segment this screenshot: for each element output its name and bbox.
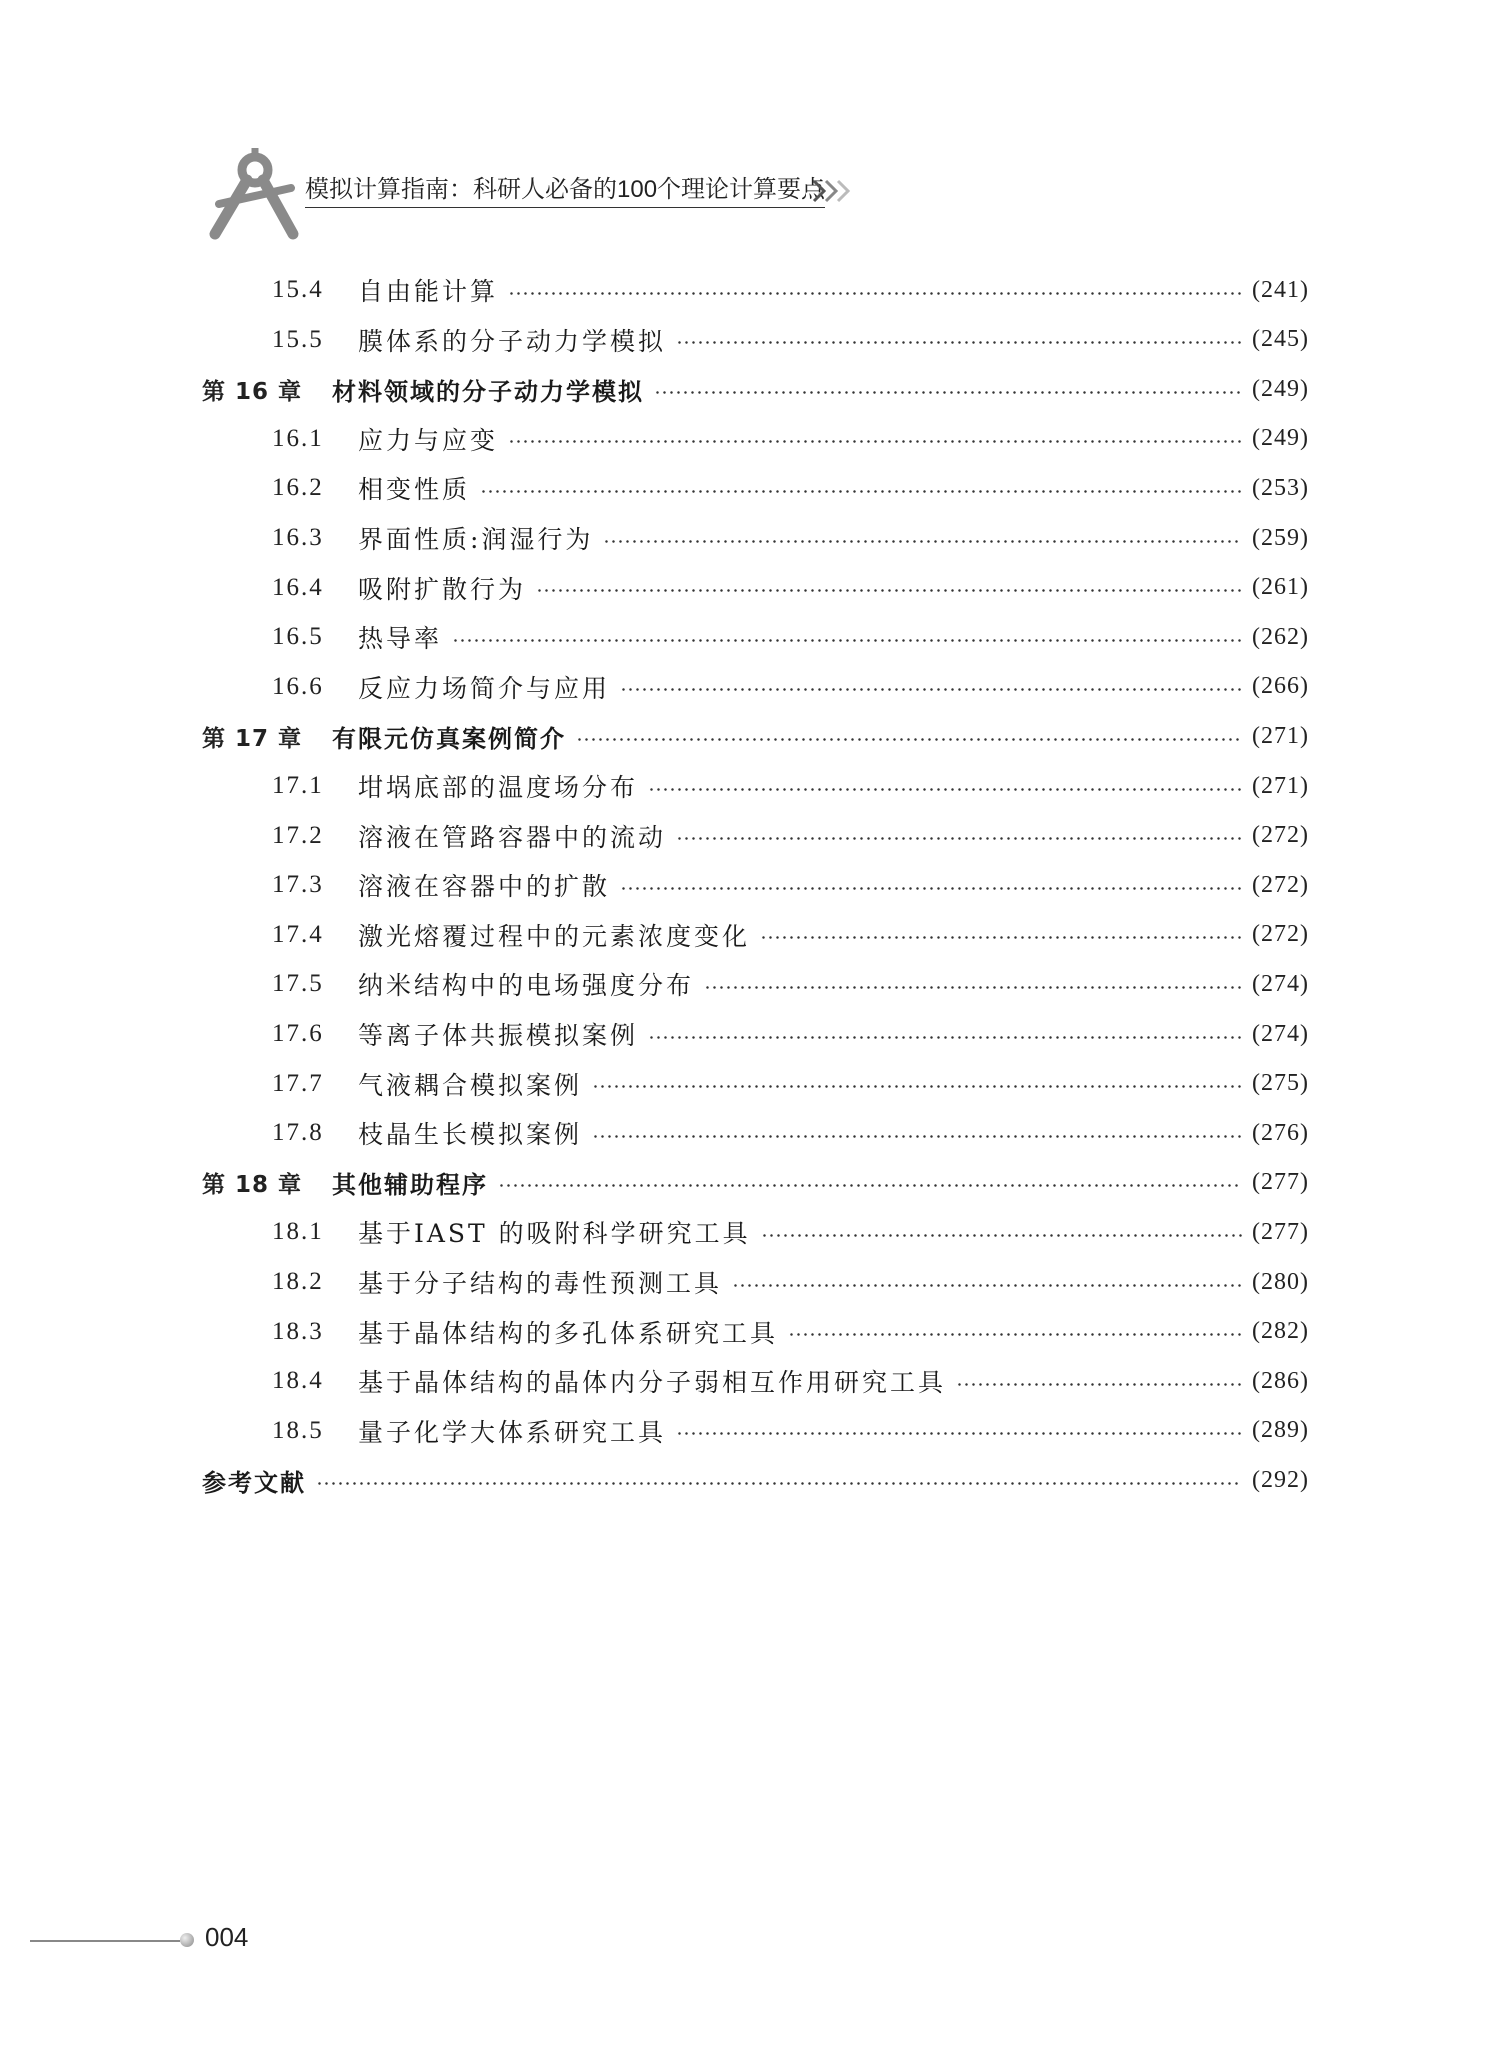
dot-leader <box>592 1135 1242 1138</box>
dot-leader <box>316 1482 1242 1485</box>
dot-leader <box>676 341 1242 344</box>
toc-section-row <box>272 964 1309 1004</box>
toc-section-row <box>272 1361 1309 1401</box>
toc-entry-title: 反应力场简介与应用 <box>358 673 611 703</box>
toc-entry-title: 气液耦合模拟案例 <box>358 1070 583 1100</box>
toc-section-row <box>272 915 1309 955</box>
toc-entry-number: 18.5 <box>272 1416 324 1444</box>
toc-page-number: (272) <box>1252 921 1309 948</box>
toc-section-row <box>272 1212 1309 1252</box>
toc-page-number: (292) <box>1252 1466 1309 1493</box>
toc-page-number: (261) <box>1252 574 1309 601</box>
dot-leader <box>648 788 1242 791</box>
dot-leader <box>648 1036 1242 1039</box>
toc-section-row <box>272 1113 1309 1153</box>
dot-leader <box>956 1383 1242 1386</box>
toc-entry-number: 16.6 <box>272 672 324 700</box>
toc-entry-number: 16.4 <box>272 573 324 601</box>
toc-page-number: (271) <box>1252 772 1309 799</box>
toc-chapter-row <box>202 1163 1309 1203</box>
toc-entry-number: 18.3 <box>272 1317 324 1345</box>
toc-entry-title: 吸附扩散行为 <box>358 574 527 604</box>
dot-leader <box>620 887 1242 890</box>
toc-entry-number: 第 17 章 <box>202 725 303 752</box>
toc-page-number: (266) <box>1252 673 1309 700</box>
dot-leader <box>676 1432 1242 1435</box>
toc-entry-number: 16.1 <box>272 424 324 452</box>
compass-divider-icon <box>205 142 305 242</box>
toc-entry-title: 其他辅助程序 <box>332 1171 489 1200</box>
toc-page-number: (253) <box>1252 474 1309 501</box>
dot-leader <box>508 292 1242 295</box>
toc-page-number: (282) <box>1252 1318 1309 1345</box>
toc-entry-title: 溶液在管路容器中的流动 <box>358 822 667 852</box>
toc-page-number: (286) <box>1252 1367 1309 1394</box>
toc-page-number: (275) <box>1252 1070 1309 1097</box>
toc-entry-title: 自由能计算 <box>358 277 499 306</box>
toc-entry-title: 相变性质 <box>358 475 471 505</box>
dot-leader <box>654 391 1242 394</box>
toc-page-number: (274) <box>1252 1020 1309 1047</box>
toc-section-row <box>272 865 1309 905</box>
dot-leader <box>676 837 1242 840</box>
toc-chapter-row <box>202 369 1309 409</box>
toc-entry-title: 坩埚底部的温度场分布 <box>358 773 639 802</box>
toc-page-number: (277) <box>1252 1169 1309 1196</box>
toc-page-number: (272) <box>1252 871 1309 898</box>
toc-section-row <box>272 270 1309 310</box>
toc-entry-number: 17.3 <box>272 871 324 899</box>
toc-section-row <box>272 667 1309 707</box>
toc-page-number: (274) <box>1252 970 1309 997</box>
dot-leader <box>536 589 1242 592</box>
toc-entry-title: 纳米结构中的电场强度分布 <box>358 971 695 1001</box>
running-header <box>205 130 905 240</box>
dot-leader <box>704 986 1242 989</box>
toc-entry-title: 溶液在容器中的扩散 <box>358 872 611 902</box>
toc-entry-title: 基于晶体结构的晶体内分子弱相互作用研究工具 <box>358 1368 947 1398</box>
toc-section-row <box>272 568 1309 608</box>
page-number: 004 <box>205 1922 249 1952</box>
footer-dot <box>180 1933 194 1947</box>
toc-chapter-row <box>202 1460 1309 1500</box>
toc-entry-number: 18.4 <box>272 1367 324 1395</box>
dot-leader <box>761 1234 1242 1237</box>
toc-entry-number: 17.5 <box>272 970 324 998</box>
toc-entry-title: 激光熔覆过程中的元素浓度变化 <box>358 921 751 951</box>
toc-entry-title: 基于分子结构的毒性预测工具 <box>358 1269 723 1298</box>
toc-section-row <box>272 1064 1309 1104</box>
toc-entry-title: 量子化学大体系研究工具 <box>358 1417 667 1447</box>
dot-leader <box>576 738 1242 741</box>
toc-section-row <box>272 816 1309 856</box>
toc-entry-title: 应力与应变 <box>358 425 499 455</box>
toc-page-number: (241) <box>1252 276 1309 303</box>
toc-chapter-row <box>202 716 1309 756</box>
toc-entry-number: 17.8 <box>272 1119 324 1147</box>
dot-leader <box>620 688 1242 691</box>
toc-page-number: (277) <box>1252 1218 1309 1245</box>
dot-leader <box>480 490 1242 493</box>
toc-section-row <box>272 518 1309 558</box>
toc-entry-number: 第 18 章 <box>202 1172 303 1199</box>
toc-page-number: (289) <box>1252 1417 1309 1444</box>
toc-entry-number: 16.5 <box>272 623 324 651</box>
toc-entry-title: 有限元仿真案例简介 <box>332 724 567 753</box>
toc-page-number: (249) <box>1252 375 1309 402</box>
toc-entry-number: 17.2 <box>272 821 324 849</box>
toc-entry-title: 基于IAST 的吸附科学研究工具 <box>358 1219 751 1249</box>
toc-section-row <box>272 617 1309 657</box>
toc-entry-number: 18.1 <box>272 1218 324 1246</box>
toc-section-row <box>272 766 1309 806</box>
toc-section-row <box>272 1262 1309 1302</box>
toc-section-row <box>272 1312 1309 1352</box>
dot-leader <box>603 540 1242 543</box>
double-chevron-right-icon <box>810 178 860 204</box>
toc-entry-title: 等离子体共振模拟案例 <box>358 1021 639 1050</box>
toc-entry-title: 热导率 <box>358 624 443 654</box>
toc-entry-title: 基于晶体结构的多孔体系研究工具 <box>358 1318 779 1348</box>
toc-page-number: (276) <box>1252 1119 1309 1146</box>
toc-section-row <box>272 419 1309 459</box>
dot-leader <box>788 1333 1242 1336</box>
toc-entry-title: 膜体系的分子动力学模拟 <box>358 326 667 356</box>
toc-entry-title: 界面性质:润湿行为 <box>358 525 594 554</box>
toc-entry-title: 材料领域的分子动力学模拟 <box>332 377 645 406</box>
toc-section-row <box>272 320 1309 360</box>
toc-page-number: (259) <box>1252 524 1309 551</box>
dot-leader <box>498 1184 1242 1187</box>
dot-leader <box>452 639 1242 642</box>
toc-entry-number: 18.2 <box>272 1268 324 1295</box>
toc-entry-number: 15.5 <box>272 325 324 353</box>
toc-entry-number: 第 16 章 <box>202 378 303 405</box>
toc-page-number: (272) <box>1252 822 1309 849</box>
toc-entry-number: 16.2 <box>272 474 324 502</box>
book-title: 模拟计算指南：科研人必备的100个理论计算要点 <box>305 175 825 208</box>
toc-page-number: (262) <box>1252 623 1309 650</box>
footer-rule <box>30 1940 180 1942</box>
toc-entry-number: 17.7 <box>272 1069 324 1097</box>
toc-entry-number: 17.4 <box>272 920 324 948</box>
toc-entry-number: 16.3 <box>272 524 324 551</box>
toc-page-number: (249) <box>1252 425 1309 452</box>
toc-page-number: (280) <box>1252 1268 1309 1295</box>
dot-leader <box>508 440 1242 443</box>
toc-entry-number: 17.6 <box>272 1020 324 1047</box>
dot-leader <box>592 1085 1242 1088</box>
dot-leader <box>760 936 1242 939</box>
toc-page-number: (245) <box>1252 326 1309 353</box>
toc-entry-number: 17.1 <box>272 772 324 799</box>
toc-entry-title: 参考文献 <box>202 1468 306 1497</box>
toc-section-row <box>272 1411 1309 1451</box>
toc-section-row <box>272 468 1309 508</box>
toc-page-number: (271) <box>1252 722 1309 749</box>
dot-leader <box>732 1284 1242 1287</box>
toc-entry-number: 15.4 <box>272 276 324 303</box>
toc-entry-title: 枝晶生长模拟案例 <box>358 1120 583 1150</box>
toc-section-row <box>272 1014 1309 1054</box>
